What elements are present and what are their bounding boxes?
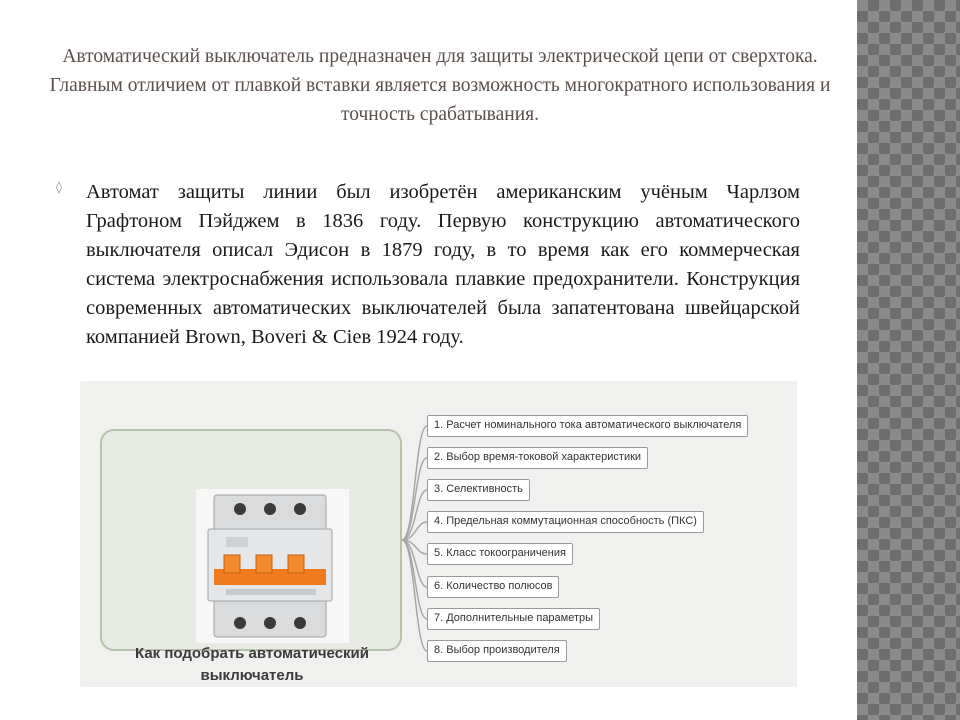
mindmap-item-8: 8. Выбор производителя (427, 640, 567, 662)
bullet-icon: ◊ (56, 180, 62, 194)
body-paragraph: Автомат защиты линии был изобретён американским учёным Чарлзом Графтоном Пэйджем в 1836 году. Первую конструкцию автоматического выключателя описал Эдисон в 1879 году, в то время как его коммерческая система электроснабжения использовала плавкие предохранители. Конструкция современных автоматических выключателей была запатентована швейцарской компанией Brown, Boveri & Cieв 1924 году. (86, 181, 800, 348)
circuit-breaker-photo (196, 489, 349, 643)
mindmap-item-5: 5. Класс токоограничения (427, 543, 573, 565)
mindmap-item-6: 6. Количество полюсов (427, 576, 559, 598)
mindmap-center-label: Как подобрать автоматический выключатель (134, 645, 369, 684)
mindmap-item-2: 2. Выбор время-токовой характеристики (427, 447, 648, 469)
mindmap-item-3: 3. Селективность (427, 479, 530, 501)
slide-title: Автоматический выключатель предназначен для защиты электрической цепи от сверхтока. Главным отличием от плавкой вставки является возможность многократного использования и точность срабатывания. (49, 46, 831, 125)
mindmap-item-1: 1. Расчет номинального тока автоматического выключателя (427, 415, 748, 437)
mindmap-item-4: 4. Предельная коммутационная способность (ПКС) (427, 511, 704, 533)
mindmap-item-7: 7. Дополнительные параметры (427, 608, 600, 630)
bullet-item (56, 178, 800, 352)
mindmap-image (80, 381, 797, 687)
circuit-breaker-illustration (196, 489, 349, 643)
mindmap-center-node (100, 429, 402, 684)
decorative-pattern-strip (857, 0, 960, 720)
